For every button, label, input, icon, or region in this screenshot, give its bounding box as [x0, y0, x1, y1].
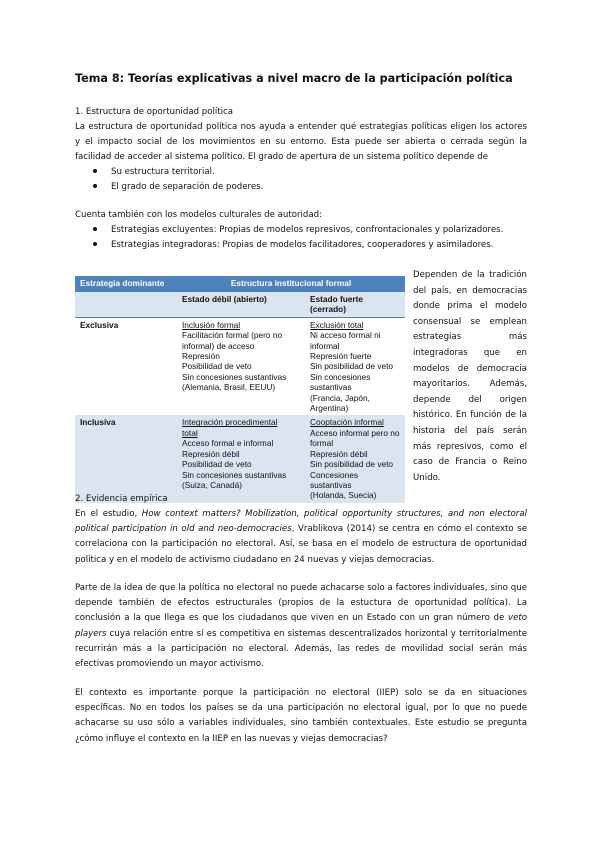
section2-paragraph-1: En el estudio, How context matters? Mobilization, political opportunity structures, and non electoral political participation in old and neo-democracies, Vrablikova (2014) se centra en cómo el contexto se correlaciona con la participación no electoral. Así, se basa en el modelo de estructura de oportunidad política y en el modelo de activismo ciudadano en 24 nuevas y viejas democracias. [75, 509, 528, 565]
row-label: Exclusiva [75, 317, 177, 415]
section1-intro-line-1: La estructura de oportunidad política nos ayuda a entender qué estrategias políticas eligen los actores [75, 122, 527, 132]
section2-paragraph-2: Parte de la idea de que la política no electoral no puede achacarse solo a factores individuales, sino que depende también de efectos estructurales (propios de la estuctura de oportunidad política). La conclusión a la que llega es que los ciudadanos que viven en un Estado con un gran número de veto players cuya relación entre sí es competitiva en sistemas descentralizados horizontal y territorialmente recurrirán más a la participación no electoral. Además, las redes de movilidad social serán más efectivas promoviendo un mayor activismo. [75, 583, 527, 670]
bullet-item: Estrategias excluyentes: Propias de modelos represivos, confrontacionales y polarizadores. [93, 223, 503, 238]
bullet-icon [93, 227, 97, 231]
table-subheader-weak: Estado débil (abierto) [177, 292, 305, 317]
bullet-icon [93, 242, 97, 246]
strategy-table [75, 276, 405, 503]
cell-weak: Inclusión formal Facilitación formal (pero no informal) de acceso Represión Posibilidad de veto Sin concesiones sustantivas (Alemania, Brasil, EEUU) [177, 317, 305, 415]
row-label: Inclusiva [75, 415, 177, 502]
table-row [75, 317, 405, 415]
section1-heading: 1. Estructura de oportunidad política [75, 107, 234, 117]
cell-weak: Integración procedimental total Acceso formal e informal Represión débil Posibilidad de veto Sin concesiones sustantivas (Suiza, Canadá) [177, 415, 305, 502]
table-row [75, 415, 405, 502]
side-note: Dependen de la tradición del país, en democracias donde prima el modelo consensual se emplean estrategias más integradoras que en modelos de democracia mayoritarios. Además, depende del origen histórico. En función de la historia del país serán más represivos, como el caso de Francia o Reino Unido. [413, 270, 527, 483]
cell-strong: Cooptación informal Acceso informal pero no formal Represión débil Sin posibilidad de veto Concesiones sustantivas (Holanda, Suecia) [305, 415, 405, 502]
bullet-icon [93, 169, 97, 173]
bullet-icon [93, 184, 97, 188]
document-title: Tema 8: Teorías explicativas a nivel macro de la participación política [75, 72, 513, 85]
bullet-item: Su estructura territorial. [93, 165, 215, 180]
models-intro: Cuenta también con los modelos culturales de autoridad: [75, 210, 322, 220]
bullet-item: Estrategias integradoras: Propias de modelos facilitadores, cooperadores y asimiladores. [93, 238, 493, 253]
table-header-structure: Estructura institucional formal [177, 276, 405, 292]
section1-intro-line-2: y el impacto social de los movimientos en su entorno. Esta puede ser abierta o cerrada según la [75, 137, 527, 147]
section2-paragraph-3: El contexto es importante porque la participación no electoral (IIEP) solo se da en situaciones específicas. No en todos los países se da una participación no electoral igual, por lo que no puede achacarse su uso sólo a variables individuales, sino también contextuales. Este estudio se pregunta ¿cómo influye el contexto en la IIEP en las nuevas y viejas democracias? [75, 688, 527, 744]
table-subheader-empty [75, 292, 177, 317]
section1-intro-line-3: facilidad de acceder al sistema político. El grado de apertura de un sistema político depende de [75, 152, 489, 162]
cell-strong: Exclusión total Ni acceso formal ni informal Represión fuerte Sin posibilidad de veto Sin concesiones sustantivas (Francia, Japón, Argentina) [305, 317, 405, 415]
bullet-item: El grado de separación de poderes. [93, 180, 263, 195]
section2-heading: 2. Evidencia empírica [75, 494, 168, 504]
table-header-strategy: Estrategia dominante [75, 276, 177, 292]
table-subheader-strong: Estado fuerte (cerrado) [305, 292, 405, 317]
